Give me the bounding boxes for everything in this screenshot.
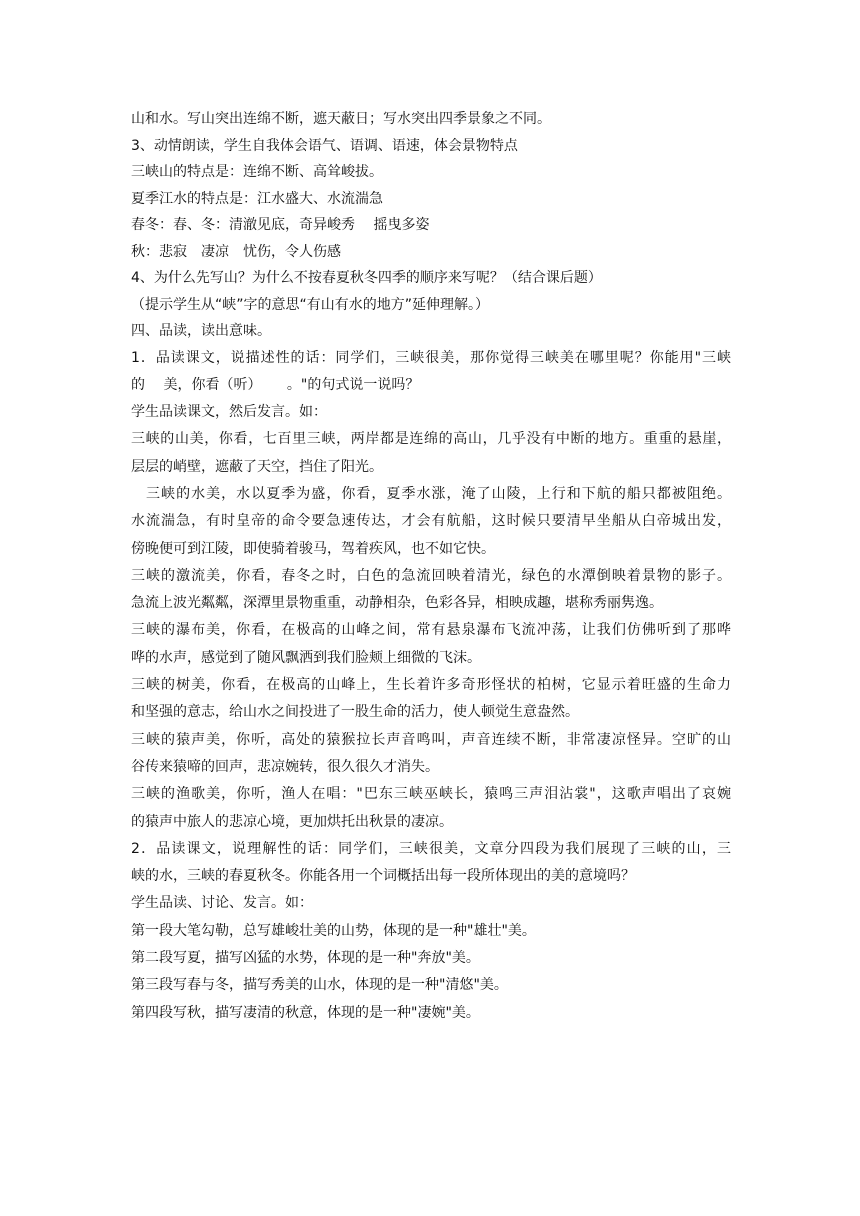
text-line: 三峡的猿声美，你听，高处的猿猴拉长声音鸣叫，声音连续不断，非常凄凉怪异。空旷的山 xyxy=(131,731,731,748)
text-line: 峡的水，三峡的春夏秋冬。你能各用一个词概括出每一段所体现出的美的意境吗？ xyxy=(131,868,635,885)
text-line: 3、动情朗读，学生自我体会语气、语调、语速，体会景物特点 xyxy=(131,137,518,154)
text-line: 学生品读课文，然后发言。如： xyxy=(131,404,327,421)
text-line: 谷传来猿啼的回声，悲凉婉转，很久很久才消失。 xyxy=(131,758,439,775)
text-line: 第一段大笔勾勒，总写雄峻壮美的山势，体现的是一种"雄壮"美。 xyxy=(131,922,536,939)
text-line: 层层的峭壁，遮蔽了天空，挡住了阳光。 xyxy=(131,458,383,475)
text-line: 三峡的树美，你看，在极高的山峰上，生长着许多奇形怪状的柏树，它显示着旺盛的生命力 xyxy=(131,677,731,694)
text-line: 第三段写春与冬，描写秀美的山水，体现的是一种"清悠"美。 xyxy=(131,977,508,994)
text-line: 哗的水声，感觉到了随风飘洒到我们脸颊上细微的飞沫。 xyxy=(131,649,481,666)
text-line: 2．品读课文，说理解性的话：同学们，三峡很美，文章分四段为我们展现了三峡的山，三 xyxy=(131,840,731,857)
text-line: 和坚强的意志，给山水之间投进了一股生命的活力，使人顿觉生意盎然。 xyxy=(131,704,579,721)
text-line: 三峡山的特点是：连绵不断、高耸峻拔。 xyxy=(131,164,383,180)
text-line: 学生品读、讨论、发言。如： xyxy=(131,895,313,912)
text-line: 山和水。写山突出连绵不断，遮天蔽日；写水突出四季景象之不同。 xyxy=(131,111,551,127)
text-line: 三峡的山美，你看，七百里三峡，两岸都是连绵的高山，几乎没有中断的地方。重重的悬崖， xyxy=(131,431,731,448)
text-line: 的 美，你看（听） 。"的句式说一说吗？ xyxy=(131,376,420,393)
text-line: 的猿声中旅人的悲凉心境，更加烘托出秋景的凄凉。 xyxy=(131,813,453,830)
text-line: 水流湍急，有时皇帝的命令要急速传达，才会有航船，这时候只要清早坐船从白帝城出发， xyxy=(131,513,731,530)
text-line: 4、为什么先写山？为什么不按春夏秋冬四季的顺序来写呢？（结合课后题） xyxy=(131,270,602,286)
text-line: 三峡的水美，水以夏季为盛，你看，夏季水涨，淹了山陵，上行和下航的船只都被阻绝。 xyxy=(131,485,731,502)
text-line: 第二段写夏，描写凶猛的水势，体现的是一种"奔放"美。 xyxy=(131,950,480,967)
text-line: 三峡的激流美，你看，春冬之时，白色的急流回映着清光，绿色的水潭倒映着景物的影子。 xyxy=(131,567,731,584)
text-line: 秋：悲寂 凄凉 忧伤，令人伤感 xyxy=(131,243,341,260)
text-line: 1．品读课文，说描述性的话：同学们，三峡很美，那你觉得三峡美在哪里呢？你能用"三峡 xyxy=(131,349,731,366)
text-line: （提示学生从“峡”字的意思“有山有水的地方”延伸理解。） xyxy=(131,296,490,313)
text-line: 急流上波光粼粼，深潭里景物重重，动静相杂，色彩各异，相映成趣，堪称秀丽隽逸。 xyxy=(131,595,663,612)
text-line: 三峡的渔歌美，你听，渔人在唱："巴东三峡巫峡长，猿鸣三声泪沾裳"，这歌声唱出了哀婉 xyxy=(131,786,731,803)
text-line: 春冬：春、冬：清澈见底，奇异峻秀 摇曳多姿 xyxy=(131,217,430,233)
document-body xyxy=(131,106,731,1027)
section-heading: 四、品读，读出意味。 xyxy=(131,323,271,339)
text-line: 夏季江水的特点是：江水盛大、水流湍急 xyxy=(131,190,383,207)
text-line: 傍晚便可到江陵，即使骑着骏马，驾着疾风，也不如它快。 xyxy=(131,540,495,557)
text-line: 第四段写秋，描写凄清的秋意，体现的是一种"凄婉"美。 xyxy=(131,1004,480,1021)
text-line: 三峡的瀑布美，你看，在极高的山峰之间，常有悬泉瀑布飞流冲荡，让我们仿佛听到了那哗 xyxy=(131,622,731,639)
